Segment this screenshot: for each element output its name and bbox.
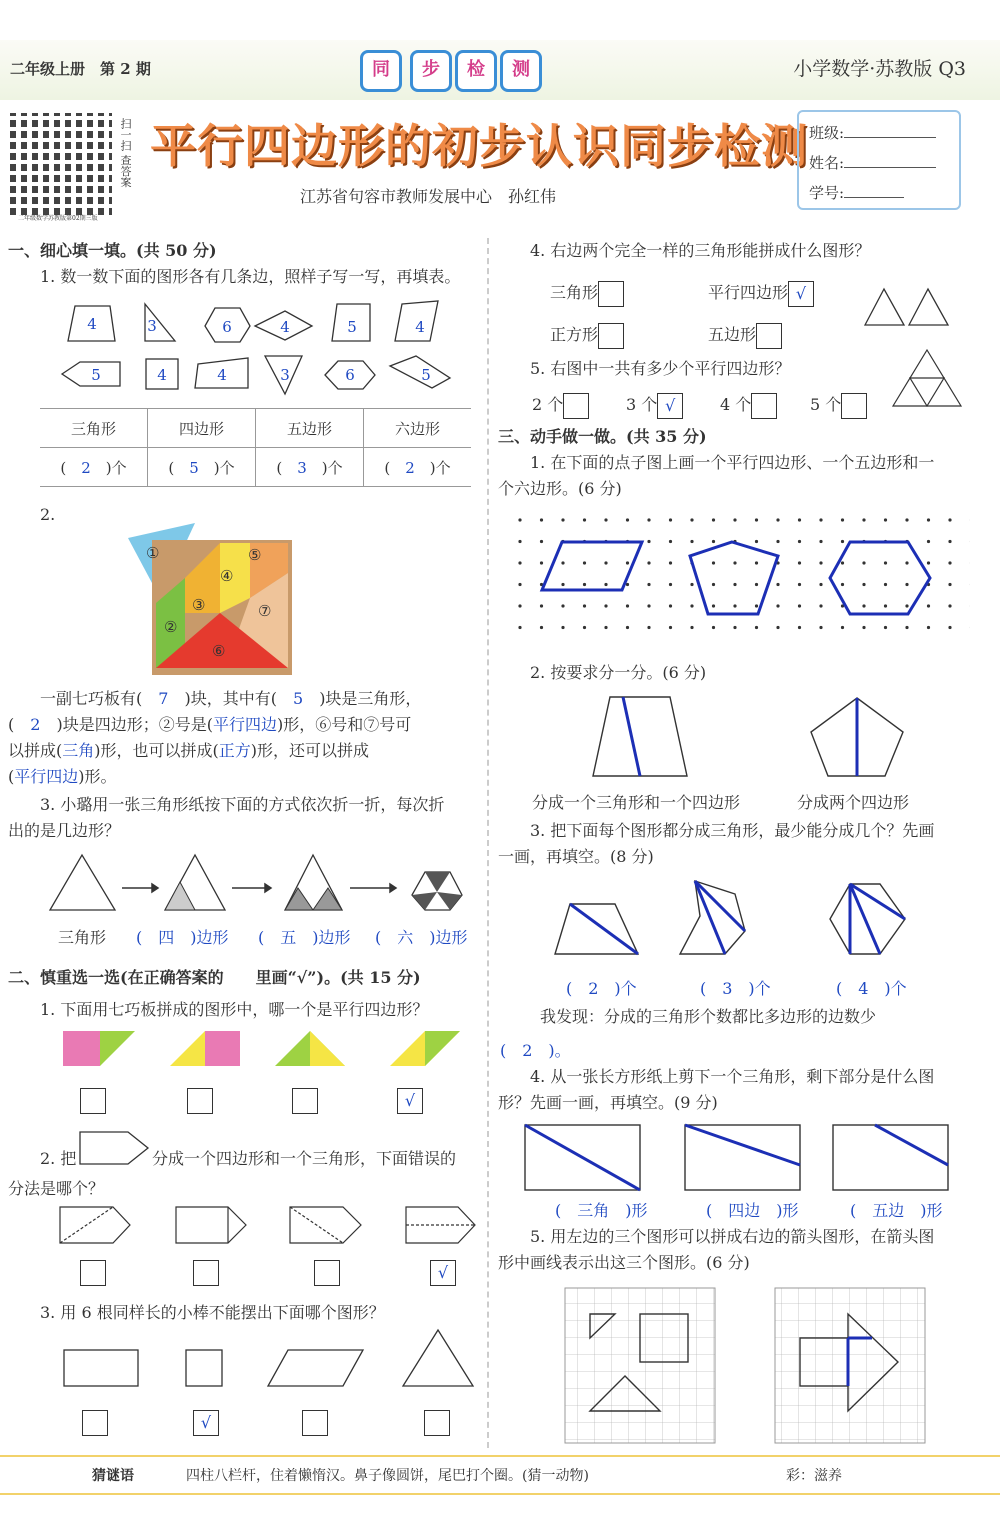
shape-num: 4	[157, 366, 167, 384]
checkbox[interactable]	[563, 393, 589, 419]
s3-q3b: 一画，再填空。(8 分)	[498, 847, 654, 866]
table-head: 五边形	[256, 409, 364, 448]
option: 2 个	[532, 392, 589, 419]
s3-q2: 2. 按要求分一分。(6 分)	[530, 663, 707, 682]
divide-ans: ( 2 )个	[566, 979, 637, 998]
r-q4: 4. 右边两个完全一样的三角形能拼成什么图形？	[530, 241, 871, 260]
s1-q2: 2.	[40, 505, 56, 524]
divide-ans: ( 4 )个	[836, 979, 907, 998]
s1-q3: 3. 小璐用一张三角形纸按下面的方式依次折一折，每次折	[40, 795, 445, 814]
riddle-label: 猜谜语	[92, 1468, 134, 1484]
qr-code[interactable]	[10, 113, 112, 215]
checkbox[interactable]	[751, 393, 777, 419]
option: 4 个	[720, 392, 777, 419]
s3-q1: 1. 在下面的点子图上画一个平行四边形、一个五边形和一	[530, 453, 935, 472]
checkbox[interactable]: √	[430, 1260, 456, 1286]
shape-num: 3	[280, 366, 290, 384]
checkbox[interactable]: √	[193, 1410, 219, 1436]
badge: 测	[500, 50, 542, 92]
option: 正方形	[550, 322, 624, 349]
shape-num: 5	[421, 366, 431, 384]
section-1-title: 一、细心填一填。(共 50 分)	[8, 241, 217, 260]
header-issue: 二年级上册 第 2 期	[10, 60, 151, 78]
riddle-answer: 彩：滋养	[786, 1468, 842, 1484]
s1-q2-line1: 一副七巧板有( 7 )块，其中有( 5 )块是三角形，	[40, 689, 422, 708]
fold-label: ( 六 )边形	[375, 928, 468, 947]
s3-q5b: 形中画线表示出这三个图形。(6 分)	[498, 1253, 750, 1272]
shape-num: 3	[147, 317, 157, 335]
tangram-choices	[60, 1028, 470, 1070]
s2-q2c: 分法是哪个？	[8, 1179, 105, 1198]
tangram-num: ①	[146, 544, 160, 562]
tangram-num: ⑤	[248, 546, 262, 564]
checkbox[interactable]	[756, 323, 782, 349]
option: 五边形	[708, 322, 782, 349]
table-cell[interactable]: ( 2 )个	[40, 448, 148, 487]
checkbox[interactable]	[314, 1260, 340, 1286]
s3-q3: 3. 把下面每个图形都分成三角形，最少能分成几个？先画	[530, 821, 935, 840]
option: 平行四边形 √	[708, 280, 814, 307]
table-head: 四边形	[148, 409, 256, 448]
shape-num: 4	[87, 315, 97, 333]
checkbox[interactable]	[80, 1088, 106, 1114]
tangram-num: ④	[220, 567, 234, 585]
cut-ans: ( 三角 )形	[555, 1201, 648, 1220]
student-info-box	[797, 110, 961, 210]
s2-q1: 1. 下面用七巧板拼成的图形中，哪一个是平行四边形？	[40, 1000, 429, 1019]
shape-num: 6	[222, 318, 232, 336]
dot-grid[interactable]	[510, 510, 970, 645]
s3-q3-find-ans: ( 2 )。	[500, 1041, 571, 1060]
checkbox[interactable]	[302, 1410, 328, 1436]
fold-label: ( 四 )边形	[136, 928, 229, 947]
column-divider	[487, 238, 489, 1448]
shape-num: 6	[345, 366, 355, 384]
header-subject: 小学数学·苏教版 Q3	[793, 58, 966, 80]
s1-q2-line4: (平行四边)形。	[8, 767, 117, 786]
s1-q2-line2: ( 2 )块是四边形；②号是(平行四边)形，⑥号和⑦号可	[8, 715, 412, 734]
class-field[interactable]	[844, 137, 936, 138]
fold-label: ( 五 )边形	[258, 928, 351, 947]
badge: 步	[410, 50, 452, 92]
shape-num: 4	[280, 318, 290, 336]
shape-num: 5	[347, 318, 357, 336]
shape-num: 4	[415, 318, 425, 336]
option: 三角形	[550, 280, 624, 307]
checkbox[interactable]: √	[657, 393, 683, 419]
s1-q1: 1. 数一数下面的图形各有几条边，照样子写一写，再填表。	[40, 267, 461, 286]
page-title: 平行四边形的初步认识同步检测	[150, 119, 808, 173]
class-label: 班级:	[809, 124, 845, 142]
shape-num: 4	[217, 366, 227, 384]
s3-q5: 5. 用左边的三个图形可以拼成右边的箭头图形，在箭头图	[530, 1227, 935, 1246]
split-label: 分成两个四边形	[797, 793, 910, 812]
tangram-num: ③	[192, 596, 206, 614]
triangle-grid	[890, 348, 965, 410]
author: 江苏省句容市教师发展中心 孙红伟	[300, 187, 557, 206]
table-cell[interactable]: ( 2 )个	[364, 448, 472, 487]
divide-ans: ( 3 )个	[700, 979, 771, 998]
checkbox[interactable]	[82, 1410, 108, 1436]
s2-q2b: 分成一个四边形和一个三角形，下面错误的	[152, 1149, 457, 1168]
tangram-num: ②	[164, 618, 178, 636]
shape-num: 5	[91, 366, 101, 384]
qr-caption: 二年级数学苏教版第02期三版	[18, 215, 98, 222]
poly-divide	[550, 876, 920, 961]
tangram-num: ⑥	[212, 642, 226, 660]
arrow-grids	[560, 1286, 965, 1446]
split-choices	[58, 1205, 478, 1247]
riddle-text: 四柱八栏杆，住着懒惰汉。鼻子像圆饼，尾巴打个圈。(猜一动物)	[186, 1468, 589, 1484]
tangram-image	[120, 518, 300, 680]
badge: 同	[360, 50, 402, 92]
table-head: 六边形	[364, 409, 472, 448]
tangram-num: ⑦	[258, 602, 272, 620]
s2-q2a: 2. 把	[40, 1149, 77, 1168]
option: 3 个 √	[626, 392, 683, 419]
table-head: 三角形	[40, 409, 148, 448]
stick-shapes	[58, 1328, 478, 1396]
s3-q4b: 形？先画一画，再填空。(9 分)	[498, 1093, 718, 1112]
badge: 检	[455, 50, 497, 92]
checkbox[interactable]	[80, 1260, 106, 1286]
count-table	[40, 408, 471, 487]
option: 5 个	[810, 392, 867, 419]
table-cell[interactable]: ( 5 )个	[148, 448, 256, 487]
table-cell[interactable]: ( 3 )个	[256, 448, 364, 487]
section-3-title: 三、动手做一做。(共 35 分)	[498, 427, 707, 446]
fold-label: 三角形	[58, 928, 107, 947]
checkbox[interactable]: √	[788, 281, 814, 307]
id-label: 学号:	[809, 184, 845, 202]
two-triangles	[862, 285, 952, 330]
s3-q4: 4. 从一张长方形纸上剪下一个三角形，剩下部分是什么图	[530, 1067, 935, 1086]
s3-q1b: 个六边形。(6 分)	[498, 479, 622, 498]
checkbox[interactable]	[424, 1410, 450, 1436]
checkbox[interactable]	[598, 323, 624, 349]
name-field[interactable]	[844, 167, 936, 168]
fold-figures	[40, 850, 480, 920]
s1-q3b: 出的是几边形？	[8, 821, 121, 840]
cut-ans: ( 四边 )形	[706, 1201, 799, 1220]
checkbox[interactable]	[187, 1088, 213, 1114]
s1-q2-line3: 以拼成(三角)形，也可以拼成(正方)形，还可以拼成	[8, 741, 370, 760]
s3-q3-find: 我发现：分成的三角形个数都比多边形的边数少	[540, 1007, 877, 1026]
qr-label: 扫一扫 查答案	[119, 118, 132, 188]
checkbox[interactable]	[598, 281, 624, 307]
shape-figures	[40, 296, 470, 396]
cut-rectangles	[520, 1122, 960, 1194]
checkbox[interactable]: √	[397, 1088, 423, 1114]
split-label: 分成一个三角形和一个四边形	[532, 793, 741, 812]
arrow-shape	[78, 1130, 154, 1168]
checkbox[interactable]	[193, 1260, 219, 1286]
section-2-title: 二、慎重选一选(在正确答案的 里画“√”)。(共 15 分)	[8, 968, 421, 987]
checkbox[interactable]	[292, 1088, 318, 1114]
name-label: 姓名:	[809, 154, 845, 172]
checkbox[interactable]	[841, 393, 867, 419]
s2-q3: 3. 用 6 根同样长的小棒不能摆出下面哪个图形？	[40, 1303, 385, 1322]
split-shapes	[585, 692, 905, 782]
cut-ans: ( 五边 )形	[850, 1201, 943, 1220]
id-field[interactable]	[844, 197, 904, 198]
r-q5: 5. 右图中一共有多少个平行四边形？	[530, 359, 791, 378]
